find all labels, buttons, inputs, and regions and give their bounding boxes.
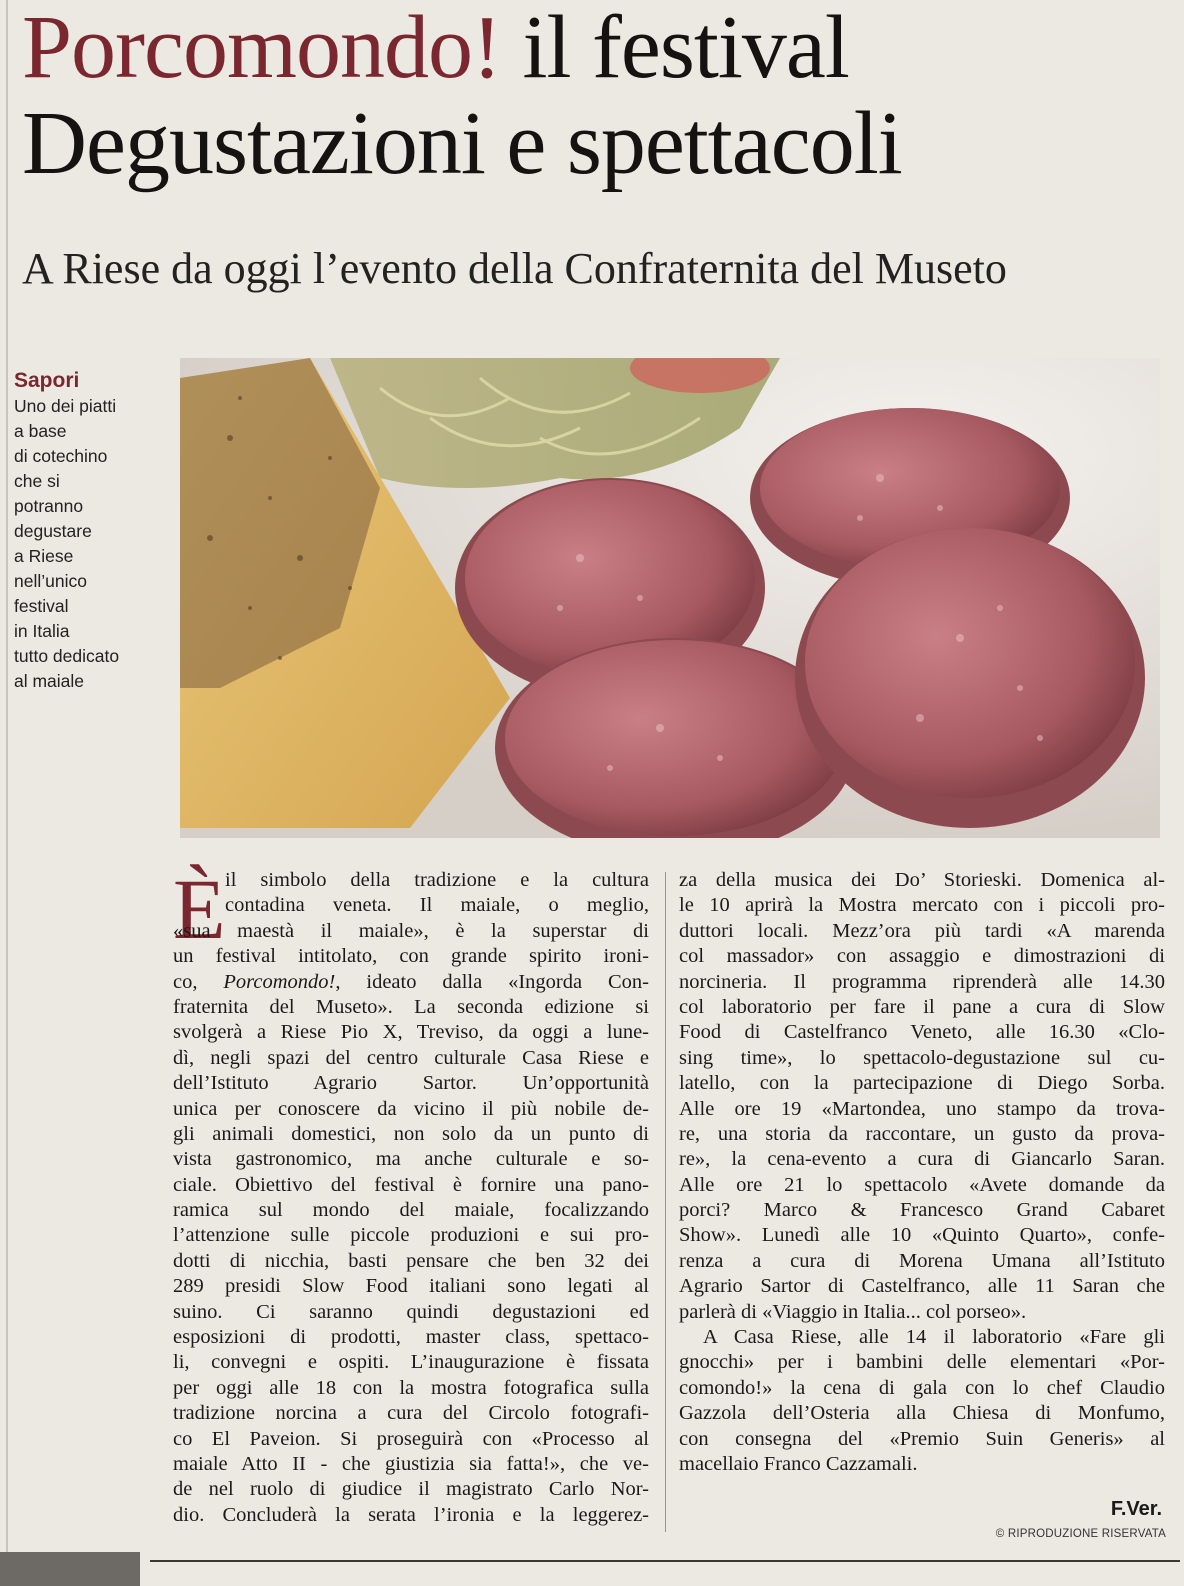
bottom-gray-block — [0, 1552, 140, 1586]
article-line: suino. Ci saranno quindi degustazioni ed — [173, 1300, 649, 1323]
article-line: za della musica dei Do’ Storieski. Domenica al- — [679, 869, 1165, 891]
article-line: gnocchi» per i bambini delle elementari «Por- — [679, 1351, 1165, 1374]
caption-line: che si — [14, 471, 60, 491]
article-line: per oggi alle 18 con la mostra fotografica sulla — [173, 1376, 649, 1399]
article-line: re», la cena-evento a cura di Giancarlo Saran. — [679, 1148, 1165, 1171]
article-line: A Casa Riese, alle 14 il laboratorio «Fare gli — [703, 1326, 1165, 1349]
headline-accent: Porcomondo! — [22, 0, 501, 97]
drop-cap: È — [173, 861, 226, 957]
article-line: Alle ore 21 lo spettacolo «Avete domande da — [679, 1173, 1165, 1196]
headline-rest: il festival — [500, 0, 849, 97]
article-line: sing time», lo spettacolo-degustazione sul cu- — [679, 1046, 1165, 1069]
article-line: Show». Lunedì alle 10 «Quinto Quarto», confe- — [679, 1224, 1165, 1247]
article-line: Alle ore 19 «Martondea, uno stampo da trova- — [679, 1097, 1165, 1120]
headline-line-1 — [22, 0, 1172, 96]
article-line: renza a cura di Morena Umana all’Istituto — [679, 1249, 1165, 1272]
article-line: fraternita del Museto». La seconda edizione si — [173, 995, 649, 1018]
article-line: gli animali domestici, non solo da un punto di — [173, 1122, 649, 1145]
article-line: dio. Concluderà la serata l’ironia e la leggerez- — [173, 1503, 649, 1526]
article-line: latello, con la partecipazione di Diego Sorba. — [679, 1072, 1165, 1095]
photo-caption — [14, 368, 164, 694]
article-line: il simbolo della tradizione e la cultura — [225, 869, 649, 891]
article-line: duttori locali. Mezz’ora più tardi «A marenda — [679, 919, 1165, 942]
article-line: re, una storia da raccontare, un gusto da prova- — [679, 1122, 1165, 1145]
article-line: Food di Castelfranco Veneto, alle 16.30 «Clo- — [679, 1021, 1165, 1044]
article-column-2 — [679, 868, 1165, 1477]
article-line: un festival intitolato, con grande spirito ironi- — [173, 945, 649, 968]
article-line: con consegna del «Premio Suin Generis» al — [679, 1427, 1165, 1450]
article-line: de nel ruolo di giudice il magistrato Carlo Nor- — [173, 1478, 649, 1501]
headline — [22, 0, 1172, 192]
article-line: l’attenzione sulle piccole produzioni e sui pro- — [173, 1224, 649, 1247]
subheadline: A Riese da oggi l’evento della Confraternita del Museto — [22, 244, 1007, 293]
article-line: ciale. Obiettivo del festival è fornire una pano- — [173, 1173, 649, 1196]
caption-line: potranno — [14, 496, 84, 516]
article-line: comondo!» la cena di gala con lo chef Claudio — [679, 1376, 1165, 1399]
article-line: ramica sul mondo del maiale, focalizzando — [173, 1199, 649, 1222]
article-line: svolgerà a Riese Pio X, Treviso, da oggi a lune- — [173, 1021, 649, 1044]
caption-line: tutto dedicato — [14, 646, 120, 666]
article-line: unica per conoscere da vicino il più nobile de- — [173, 1097, 649, 1120]
article-line: maiale Atto II - che giustizia sia fatta!», che ve- — [173, 1452, 649, 1475]
article-line: «sua maestà il maiale», è la superstar di — [173, 919, 649, 942]
left-column-rule — [6, 0, 8, 1586]
article-line: li, convegni e ospiti. L’inaugurazione è fissata — [173, 1351, 649, 1374]
article-line: vista gastronomico, ma anche culturale e so- — [173, 1148, 649, 1171]
caption-text — [14, 394, 164, 694]
article-line: 289 presidi Slow Food italiani sono legati al — [173, 1275, 649, 1298]
article-line: co, Porcomondo!, ideato dalla «Ingorda Con- — [173, 970, 649, 993]
caption-line: al maiale — [14, 671, 85, 691]
article-line: parlerà di «Viaggio in Italia... col porseo». — [679, 1300, 1027, 1323]
cotechino-photo-illustration — [180, 358, 1160, 838]
article-line: col massador» con assaggio e dimostrazioni di — [679, 945, 1165, 968]
article-line: dotti di nicchia, basti pensare che ben 32 dei — [173, 1249, 649, 1272]
column-divider — [665, 872, 666, 1532]
caption-line: nell’unico — [14, 571, 87, 591]
article-line: dì, negli spazi del centro culturale Casa Riese e — [173, 1046, 649, 1069]
caption-line: a base — [14, 421, 67, 441]
article-line: tradizione norcina a cura del Circolo fotografi- — [173, 1402, 649, 1425]
article-line: norcineria. Il programma riprenderà alle 14.30 — [679, 970, 1165, 993]
article-column-1 — [173, 861, 649, 1528]
article-line: col laboratorio per fare il pane a cura di Slow — [679, 995, 1165, 1018]
caption-line: in Italia — [14, 621, 70, 641]
caption-line: a Riese — [14, 546, 74, 566]
caption-line: di cotechino — [14, 446, 108, 466]
author-byline: F.Ver. — [1110, 1498, 1162, 1520]
bottom-rule — [150, 1560, 1180, 1562]
article-line: porci? Marco & Francesco Grand Cabaret — [679, 1199, 1165, 1222]
article-line: co El Paveion. Si proseguirà con «Processo al — [173, 1427, 649, 1450]
caption-line: Uno dei piatti — [14, 396, 117, 416]
article-line: le 10 aprirà la Mostra mercato con i piccoli pro- — [679, 894, 1165, 917]
caption-line: festival — [14, 596, 69, 616]
caption-kicker: Sapori — [14, 369, 80, 392]
article-line: Agrario Sartor di Castelfranco, alle 11 Saran che — [679, 1275, 1165, 1298]
article-line: esposizioni di prodotti, master class, spettaco- — [173, 1326, 649, 1349]
headline-line-2: Degustazioni e spettacoli — [22, 94, 902, 193]
article-line: macellaio Franco Cazzamali. — [679, 1452, 918, 1475]
article-line: contadina veneta. Il maiale, o meglio, — [225, 894, 649, 917]
article-line: Gazzola dell’Osteria alla Chiesa di Monfumo, — [679, 1402, 1165, 1425]
rights-notice: © RIPRODUZIONE RISERVATA — [995, 1528, 1166, 1540]
food-photo — [180, 358, 1160, 838]
article-line: dell’Istituto Agrario Sartor. Un’opportunità — [173, 1072, 649, 1095]
caption-line: degustare — [14, 521, 92, 541]
